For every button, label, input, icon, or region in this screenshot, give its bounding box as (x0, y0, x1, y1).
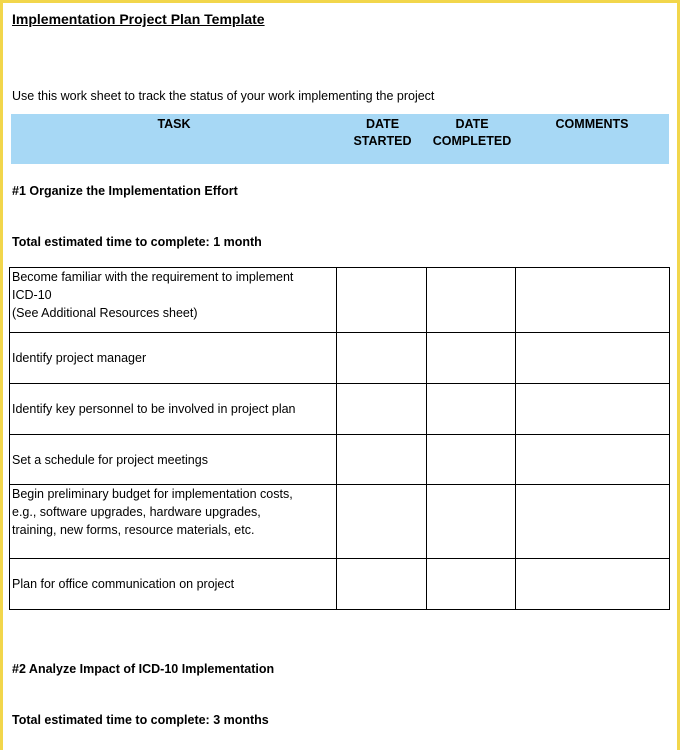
table-header (11, 114, 669, 164)
page-title: Implementation Project Plan Template (12, 11, 265, 27)
table-row (10, 485, 670, 559)
header-comments: COMMENTS (555, 117, 629, 131)
table-row (10, 559, 670, 610)
task-cell: Identify project manager (10, 333, 337, 384)
task-cell: Begin preliminary budget for implementation costs, e.g., software upgrades, hardware upgrades, training, new forms, resource materials, etc. (10, 485, 337, 559)
date-completed-cell[interactable] (426, 559, 515, 610)
comments-cell[interactable] (515, 268, 669, 333)
date-started-cell[interactable] (337, 435, 426, 485)
task-cell: Identify key personnel to be involved in project plan (10, 384, 337, 435)
comments-cell[interactable] (515, 435, 669, 485)
date-started-cell[interactable] (337, 559, 426, 610)
section-1-time: Total estimated time to complete: 1 month (12, 235, 262, 249)
section-2-title: #2 Analyze Impact of ICD-10 Implementation (12, 662, 275, 676)
comments-cell[interactable] (515, 485, 669, 559)
date-started-cell[interactable] (337, 268, 426, 333)
task-cell: Plan for office communication on project (10, 559, 337, 610)
table-row (10, 384, 670, 435)
comments-cell[interactable] (515, 559, 669, 610)
header-date-started: DATE STARTED (353, 117, 412, 148)
header-date-completed: DATE COMPLETED (432, 117, 512, 148)
task-table (9, 267, 670, 610)
intro-text: Use this work sheet to track the status of your work implementing the project (12, 89, 435, 103)
date-completed-cell[interactable] (426, 384, 515, 435)
task-cell: Become familiar with the requirement to implement ICD-10 (See Additional Resources sheet) (10, 268, 337, 333)
table-row (10, 333, 670, 384)
date-completed-cell[interactable] (426, 435, 515, 485)
date-completed-cell[interactable] (426, 333, 515, 384)
date-started-cell[interactable] (337, 485, 426, 559)
table-row (10, 268, 670, 333)
date-started-cell[interactable] (337, 384, 426, 435)
date-completed-cell[interactable] (426, 485, 515, 559)
date-completed-cell[interactable] (426, 268, 515, 333)
header-task: TASK (157, 117, 191, 131)
comments-cell[interactable] (515, 333, 669, 384)
section-1-title: #1 Organize the Implementation Effort (12, 184, 238, 198)
task-cell: Set a schedule for project meetings (10, 435, 337, 485)
comments-cell[interactable] (515, 384, 669, 435)
table-row (10, 435, 670, 485)
section-2-time: Total estimated time to complete: 3 months (12, 713, 269, 727)
date-started-cell[interactable] (337, 333, 426, 384)
